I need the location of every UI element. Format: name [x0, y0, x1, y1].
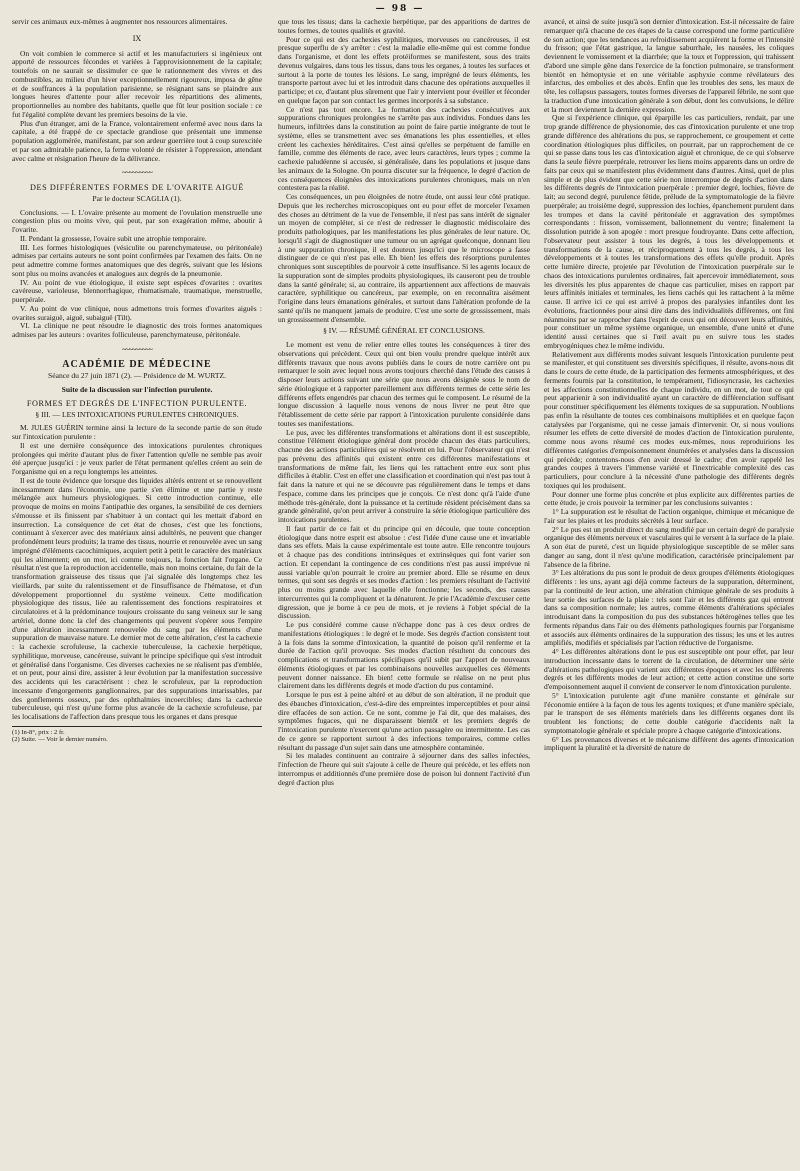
- subsection-heading: § IV. — RÉSUMÉ GÉNÉRAL ET CONCLUSIONS.: [323, 326, 485, 336]
- paragraph: que tous les tissus; dans la cachexie herpétique, par des apparitions de dartres de toutes formes, de toutes qualités et gravité.: [278, 17, 530, 35]
- ornament-divider: ~~~~~~~~~: [122, 168, 152, 178]
- section-number: IX: [132, 33, 142, 43]
- paragraph: Pour donner une forme plus concrète et plus explicite aux différentes parties de cette étude, je crois pouvoir la terminer par les conclusions suivantes :: [544, 489, 794, 508]
- paragraph: Ce n'est pas tout encore. La formation des cachexies consécutives aux suppurations chroniques prolongées ne s'arrête pas aux individus. Fondues dans les humeurs, infiltrées dans la constitution au point de faire partie intégrante de tout le système, elles se transmettent avec ses émanations les plus essentielles, et elles créent les cachexies héréditaires. C'est ainsi qu'elles se perpétuent de famille en famille, comme des éléments de race, avec leurs caractères, leurs types ; comme la cachexie paludéenne si accusée, si généralisée, dans les populations et jusque dans les animaux de la Sologne. On pourra discuter sur la fréquence, le degré d'action de ces conséquences éloignées des intoxications purulentes chroniques, mais on n'en contestera pas la réalité.: [278, 104, 530, 193]
- paragraph: II. Pendant la grossesse, l'ovaire subit une atrophie temporaire.: [20, 233, 207, 243]
- paragraph: 4° Les différentes altérations dont le pus est susceptible ont pour effet, par leur introduction incessante dans le torrent de la circulation, de déterminer une série d'altérations pathologiques qui varient aux différentes époques et avec les différents degrés et les différents modes de leur action; et cette action constitue une sorte d'empoisonnement auquel il convient de conserver le nom d'intoxication purulente.: [544, 647, 794, 691]
- session-line: Séance du 27 juin 1871 (2). — Présidence de M. WURTZ.: [47, 371, 227, 381]
- paragraph: IV. Au point de vue étiologique, il existe sept espèces d'ovarites : ovarites cavéreuse, varioleuse, blennorrhagique, rhumatismale, traumatique, menstruelle, puerpérale.: [12, 277, 262, 304]
- paragraph: Ces conséquences, un peu éloignées de notre étude, ont aussi leur côté pratique. Depuis que les recherches microscopiques ont eu pour effet de morceler l'examen des choses au détriment de la vue de l'ensemble, il n'est pas sans intérêt de signaler un moyen de compléter, si ce n'est de redresser le diagnostic médiscolaire des produits pathologiques, par les manifestations les plus générales de leur nature. Or, lorsqu'il s'agit de diagnostiquer une tumeur ou un agrégat quelconque, donnant lieu à une suppuration chronique, il est douteux jusqu'ici que le microscope a fasse distinguer de ce qui n'est pas elle. Eh bien! les effets des résorptions purulentes chroniques sont susceptibles de pourvoir à cette insuffisance. Si les agents locaux de la suppuration sont de simples produits physiologiques, ils causeront peu de trouble dans la santé générale; si, au contraire, ils appartiennent aux affections de mauvais caractère, syphilitique ou cancéreux, par exemple, on en reconnaîtra aisément l'origine dans leurs émanations générales, et surtout dans l'altération profonde de la santé qu'ils ne manquent jamais de produire. C'est une sorte de grossissement, mais un grossissement d'ensemble.: [278, 192, 530, 324]
- paragraph: Pour ce qui est des cachexies syphilitiques, morveuses ou cancéreuses, il est presque superflu de s'y arrêter : c'est la maladie elle-même qui est comme fondue dans l'organisme, et dont les effets protéiformes se manifestent, sous des traits devenus vulgaires, dans tous les tissus, dans tous les organes, à toutes les surfaces et surtout à la porte de toutes les lésions. Le sang, imprégné de leurs éléments, les transporte partout avec lui et les introduit dans chacune des opérations auxquelles il participe; et ce, d'autant plus sûrement que l'air y intervient pour éveiller et féconder en quelque façon par son contact les germes incorporés à sa substance.: [278, 34, 530, 105]
- column-right: [544, 18, 794, 753]
- paragraph: Il est une dernière conséquence des intoxications purulentes chroniques prolongées qui mérite d'autant plus de fixer l'attention qu'elle ne semble pas avoir été aperçue jusqu'ici : je veux parler de l'état permanent qu'elles créent au sein de l'organisme qui en a reçu longtemps les atteintes.: [12, 440, 262, 476]
- paragraph: 3° Les altérations du pus sont le produit de deux groupes d'éléments étiologiques différents : les uns, ayant agi déjà comme facteurs de la suppuration, déterminent, par la continuité de leur action, une altération chimique générale de ses produits à leur sortie des surfaces de la plaie : tels sont l'air et les différents gaz qui entrent dans sa composition normale; les autres, comme éléments d'altérations spéciales introduisant dans la composition du pus des substances hétérogènes telles que les ferments répandus dans l'air ou des éléments pathologiques fournis par l'organisme et associés aux éléments ordinaires de la suppuration des tissus; les uns et les autres amplifiés, modifiés et spécialisés par l'action réductive de l'organisme.: [544, 568, 794, 648]
- paragraph: On voit combien le commerce si actif et les manufacturiers si ingénieux ont apporté de ressources fécondes et variées à l'approvisionnement de la capitale; toutefois on ne saurait se dissimuler ce que le rationnement des vivres et des combustibles, au milieu d'un hiver exceptionnellement rigoureux, imposa de gêne et de souffrances à la population parisienne, se résignant sans se plaindre aux longues heures d'attente pour aller recevoir les répartitions des aliments, proportionnelles au nombre des habitants, quelle que fût leur position sociale : ce fut l'égalité complète devant les premiers besoins de la vie.: [12, 48, 262, 119]
- paragraph: VI. La clinique ne peut résoudre le diagnostic des trois formes anatomiques admises par les auteurs : ovarites folliculeuse, parenchymateuse, péritonéale.: [12, 321, 262, 339]
- paragraph: Le pus considéré comme cause n'échappe donc pas à ces deux ordres de manifestations étiologiques : le degré et le mode. Ses degrés d'action consistent tout à la fois dans la somme d'intoxication, la quantité de poison qu'il renferme et la durée de l'action qu'il provoque. Ses modes d'action résultent du concours des complications et transformations spécifiques qu'il subit par l'apport de nouveaux éléments étiologiques et par les combinaisons nouvelles auxquelles ces éléments peuvent donner naissance. Eh bien! cette formule se réalise on ne peut plus clairement dans les différents degrés et mode d'action du pus contaminé.: [278, 620, 530, 691]
- footnotes: [12, 726, 262, 744]
- paragraph: 1° La suppuration est le résultat de l'action organique, chimique et mécanique de l'air sur les plaies et les produits sécrétés à leur surface.: [544, 507, 794, 525]
- paragraph: servir ces animaux eux-mêmes à augmenter nos ressources alimentaires.: [12, 17, 228, 26]
- paragraph: V. Au point de vue clinique, nous admettons trois formes d'ovarites aiguës : ovarites suraiguë, aiguë, subaiguë (Tilt).: [12, 303, 262, 322]
- paragraph: 6° Les provenances diverses et le mécanisme différent des agents d'intoxication impliquent la pluralité et la diversité de nature de: [544, 734, 794, 753]
- column-left: [12, 18, 262, 744]
- paragraph: Le moment est venu de relier entre elles toutes les conséquences à tirer des observations qui précèdent. Ceux qui ont bien voulu prendre quelque intérêt aux différents travaux que nous avons publiés dans le cours de notre carrière ont pu remarquer le soin avec lequel nous avons toujours cherché dans l'étude des causes à disposer leurs actions suivant une série que nous avons désignée sous le nom de série étiologique et à rapporter pareillement aux différents termes de cette série les différents effets engendrés par chacun des termes qui le composent. Le résumé de la longue discussion à laquelle nous venons de nous livrer ne peut être que l'établissement de cette série par rapport à l'intoxication purulente considérée dans toutes ses manifestations.: [278, 340, 530, 428]
- paragraph: Si les malades continuent au contraire à séjourner dans des salles infectées, l'infection de l'heure qui suit s'ajoute à celle de l'heure qui précède, et les effets non interrompus et additionnés d'une première dose de poison lui donnent l'activité d'un degré d'action plus: [278, 751, 530, 787]
- discussion-title: Suite de la discussion sur l'infection purulente.: [61, 385, 213, 394]
- footnote: (1) In-8°, prix : 2 fr.: [12, 728, 65, 736]
- subsection-heading: § III. — LES INTOXICATIONS PURULENTES CHRONIQUES.: [35, 409, 239, 419]
- paragraph: Plus d'un étranger, ami de la France, volontairement enfermé avec nous dans la capitale, a été frappé de ce spectacle grandiose que présentait une immense population agglomérée, manifestant, par son ardeur guerrière tout à coup surexcitée et par son admirable patience, la ferme volonté de résister à l'oppression, attendant avec calme et résignation l'heure de la délivrance.: [12, 118, 262, 163]
- ornament-divider: ~~~~~~~~~: [122, 344, 152, 354]
- paragraph: Le pus, avec les différentes transformations et altérations dont il est susceptible, constitue l'élément étiologique général dont procède chacun des états particuliers, chacune des actions particulières qui se résolvent en lui. Pour l'observateur qui n'est pas prévenu des affinités qui existent entre ces différentes manifestations et transformations de même fait, les liens qui les rattachent entre eux sont plus difficiles à établir. C'est en effet une classification et coordination qui n'est pas tout à fait dans la nature et qui ne se découvre pas régulièrement dans le temps et dans l'espace, comme dans les principes que je conçois. Ce n'est donc qu'à l'aide d'une méthode très-générale, dont la puissance et la certitude résident précisément dans sa grande généralité, qu'on peut arriver à construire la série étiologique particulière des intoxications purulentes.: [278, 427, 530, 524]
- paragraph: avancé, et ainsi de suite jusqu'à son dernier d'intoxication. Est-il nécessaire de faire remarquer qu'à chacune de ces étapes de la cause correspond une forme particulière de son action; que les tendances au refroidissement acquièrent la forme et l'intensité du frisson; que l'état gastrique, la langue saburrhale, les nausées, les coliques deviennent le vomissement et la diarrhée; que la toux et l'oppression, qui trahissent d'abord une simple gêne dans l'exercice de la fonction pulmonaire, se transforment bientôt en hémoptysie et en une véritable asphyxie comme révélateurs des infarctus, des embolies et des abcès. Enfin que les troubles des sens, les maux de tête, les collapsus passagers, toutes formes diverses de l'appareil fébrile, ne sont que la traduction d'une intoxication générale à son début, dont les convulsions, le délire et la mort deviennent la dernière expression.: [544, 17, 794, 114]
- article-title: DES DIFFÉRENTES FORMES DE L'OVARITE AIGUË: [29, 183, 245, 192]
- paragraph: Relativement aux différents modes suivant lesquels l'intoxication purulente peut se manifester, et qui constituent ses diversités spécifiques, il résulte, avons-nous dit dans le cours de cette étude, de la participation des ferments atmosphériques, et des ferments fournis par la constitution, le tempérament, l'idiosyncrasie, les cachexies et les affections constitutionnelles de chaque individu, en un mot, de tout ce qui peut apparienir à son individualité ayant un caractère de différenciation suffisant pour constituer spécifiquement les éléments toxiques de sa suppuration. N'oublions pas enfin la résultante de toutes ces combinaisons multipliées et en quelque façon catalysées par l'organisme, qui ne cesse jamais d'intervenir. Or, si nous voulions résumer les effets de cette diversité de modes d'action de l'intoxication purulente, comme nous avons résumé ces modes eux-mêmes, nous reproduirions les différentes catégories d'empoisonnement énumérées et analysées dans la discussion qui précède; contentons-nous d'en avoir dressé le cadre; d'en avoir rappelé les grandes coupes à travers l'immense variété et l'inextricable complexité des cas particuliers, pour conclure à la nécessité d'une pathologie des différents degrés toxiques qui les produisent.: [544, 349, 794, 490]
- page-folio: — 98 —: [375, 4, 425, 14]
- footnote: (2) Suite. — Voir le dernier numéro.: [12, 736, 108, 744]
- paragraph: 2° Le pus est un produit direct du sang modifié par un certain degré de paralysie organique des éléments nerveux et vasculaires qui le versent à la surface de la plaie. A son état de pureté, c'est un liquide physiologique susceptible de se mêler sans danger au sang, dont il n'est qu'une modification, caractérisée principalement par l'absence de la fibrine.: [544, 524, 794, 569]
- article-byline: Par le docteur SCAGLIA (1).: [92, 193, 182, 203]
- paragraph: III. Les formes histologiques (vésiculite ou parenchymateuse, ou péritonéale) admises par certains auteurs ne sont point confirmées par l'examen des faits. On ne peut admettre comme formes anatomiques que des degrés, suivant que les lésions sont plus ou moins avancées et analogues aux degrés de la pneumonie.: [12, 242, 262, 278]
- subheading: FORMES ET DEGRÉS DE L'INFECTION PURULENTE.: [26, 398, 248, 408]
- section-heading: ACADÉMIE DE MÉDECINE: [62, 358, 212, 370]
- paragraph: 5° L'intoxication purulente agit d'une manière constante et générale sur l'économie entière à la façon de tous les agents toxiques; et d'une manière spéciale, par le transport de ses éléments matériels dans les différents organes dont ils troublent les fonctions; de cette double catégorie d'accidents naît la symptomatologie générale et spéciale propre à chaque catégorie d'intoxications.: [544, 690, 794, 735]
- paragraph: Il faut partir de ce fait et du principe qui en découle, que toute conception étiologique dans notre esprit est absolue : c'est l'idée d'une cause une et invariable dans ses effets. Mais la cause expérimentale est toute autre. Elle rencontre toujours et à chaque pas des conditions intrinsèques et extrinsèques qui font varier son action. Et cependant la contingence de ces conditions n'est pas aussi imprévue ni aussi variable qu'on pourrait le croire au premier abord. Elle se résume en deux termes, qui sont ses degrés et ses modes d'action : les premiers résultant de l'activité plus ou moins grande avec laquelle elle fonctionne; les seconds, des causes intercurrentes qui la compliquent et la dénaturent. Je prie l'Académie d'excuser cette digression, que je borne à ce peu de mots, et je reviens à l'objet spécial de la discussion.: [278, 523, 530, 621]
- paragraph: Il est de toute évidence que lorsque des liquides altérés entrent et se renouvellent incessamment dans l'économie, une partie s'en élimine et une partie y reste mélangée aux humeurs physiologiques. Si cette introduction continue, elle provoque de moins en moins l'antipathie des organes, la sensibilité de ces derniers s'émousse et ils finissent par s'habituer à un contact qui les mettait d'abord en insurrection. La conséquence de cet état de choses, c'est que les fonctions, continuant à s'exercer avec des matériaux ainsi adultérés, ne peuvent que changer profondément leurs produits; la trame des tissus, nourrie et renouvelée avec un sang imprégné d'éléments cacochimiques, acquiert petit à petit le caractère des matériaux qui les alimentent; en un mot, ici comme toujours, la fonction fait l'organe. Ce résultat n'est que la reproduction accidentelle, mais non moins certaine, du fait de la transformation graisseuse des tissus que j'ai signalée dès longtemps chez les vieillards, par suite du ralentissement et de l'insuffisance de l'hématose, et d'un développement proportionnel du système veineux. Cette modification physiologique des tissus, liée au ralentissement des fonctions respiratoires et circulatoires et à la prédominance toujours croissante du sang veineux sur le sang artériel, donne donc la clef des changements qui peuvent s'opérer sous l'empire d'une altération incessamment renouvelée du sang par les éléments d'une suppuration de mauvaise nature. Le dernier mot de cette altération, c'est la cachexie : la cachexie scrofuleuse, la cachexie tuberculeuse, la cachexie herpétique, syphilitique, morveuse, cancéreuse, suivant le principe spécifique qui s'est introduit et généralisé dans l'organisme. Ces diverses cachexies ne se réalisent pas d'emblée, et on peut, pour ainsi dire, assister à leur évolution par la manifestation successive des accidents qui les caractérisent : chez le scrofuleux, par la reproduction incessante d'engorgements ganglionnaires, par des suppurations intarissables, par des gonflements osseux, par des ophthalmies incoercibles; dans la cachexie tuberculeuse, qui n'est qu'une forme plus avancée de la cachexie scrofuleuse, par les localisations de l'affection dans presque tous les organes et dans presque: [12, 475, 262, 721]
- column-middle: [278, 18, 530, 787]
- paragraph: Que si l'expérience clinique, qui éparpille les cas particuliers, rendait, par une trop grande différence de physionomie, des cas d'intoxication purulente et une trop grande différence des altérations du pus, se rapprochement, ce groupement et cette coordination étiologiques plus difficiles, on pourrait, par un rapprochement de ce qui se passe dans tous les cas d'intoxication aiguë et chronique, de ce qui s'observe dans la seule fièvre puerpérale, retrouver les liens moins apparents dans un ordre de faits par ceux qui se manifestent plus évidemment dans d'autres. Ainsi, quel de plus simple et de plus évident que cette série non interrompue de degrés d'action dans les différents degrés de l'intoxication puerpérale : premier degré, lochies, fièvre de lait; au second degré, purulence fétide, prélude de la symptomatologie de la fièvre puerpérale; au troisième degré, suppression des lochies, épanchement purulent dans les trompes et dans la cavité péritonéale et aggravation des symptômes correspondants : frisson, vomissement, ballonnement du ventre; finalement la dissolution putride à son apogée : mort presque foudroyante. Dans cette affection, l'observateur peut assister à tous les degrés, à tous les développements et transformations de la cause, et réciproquement à tous les degrés, à tous les développements et à toutes les transformations des effets qu'elle produit. Après cette lumière directe, projetée par l'évolution de l'intoxication puerpérale sur le chaos des intoxications purulentes ordinaires, fait apercevoir immédiatement, sous les diversités les plus apparentes de chaque cas particulier, mises en rapport par leurs affinités initiales et terminales, les liens cachés qui les rattachent à la même cause. Il arrive ici ce qui est arrivé à propos des paralysies infantiles dont les évolutions, fractionnées pour ainsi dire dans des individualités différentes, ont fini néanmoins par se rapprocher dans l'esprit de ceux qui ont découvert leurs affinités, pour constituer un même système organique, un ensemble, d'une unité et d'une identité aussi certaines que si l'œil avait pu en suivre tous les stades embryogéniques chez le même individu.: [544, 113, 794, 350]
- paragraph: Conclusions. — I. L'ovaire présente au moment de l'ovulation menstruelle une congestion plus ou moins vive, qui peut, par son exagération même, aboutir à l'ovarite.: [12, 207, 262, 234]
- paragraph: Lorsque le pus est à peine altéré et au début de son altération, il ne produit que des ébauches d'intoxication, c'est-à-dire des empreintes imperceptibles et pour ainsi dire effacées de son action. Ce ne sont, comme je l'ai dit, que des malaises, des symptômes fugaces, qui ne disparaissent bientôt et les premiers degrés de l'intoxication purulente n'exercent qu'une action passagère ou intermittente. Les cas de ce genre se rapportent surtout à des infections temporaires, comme celles résultant du passage d'un sujet sain dans une atmosphère contaminée.: [278, 690, 530, 752]
- paragraph: M. JULES GUÉRIN termine ainsi la lecture de la seconde partie de son étude sur l'intoxication purulente :: [12, 423, 262, 441]
